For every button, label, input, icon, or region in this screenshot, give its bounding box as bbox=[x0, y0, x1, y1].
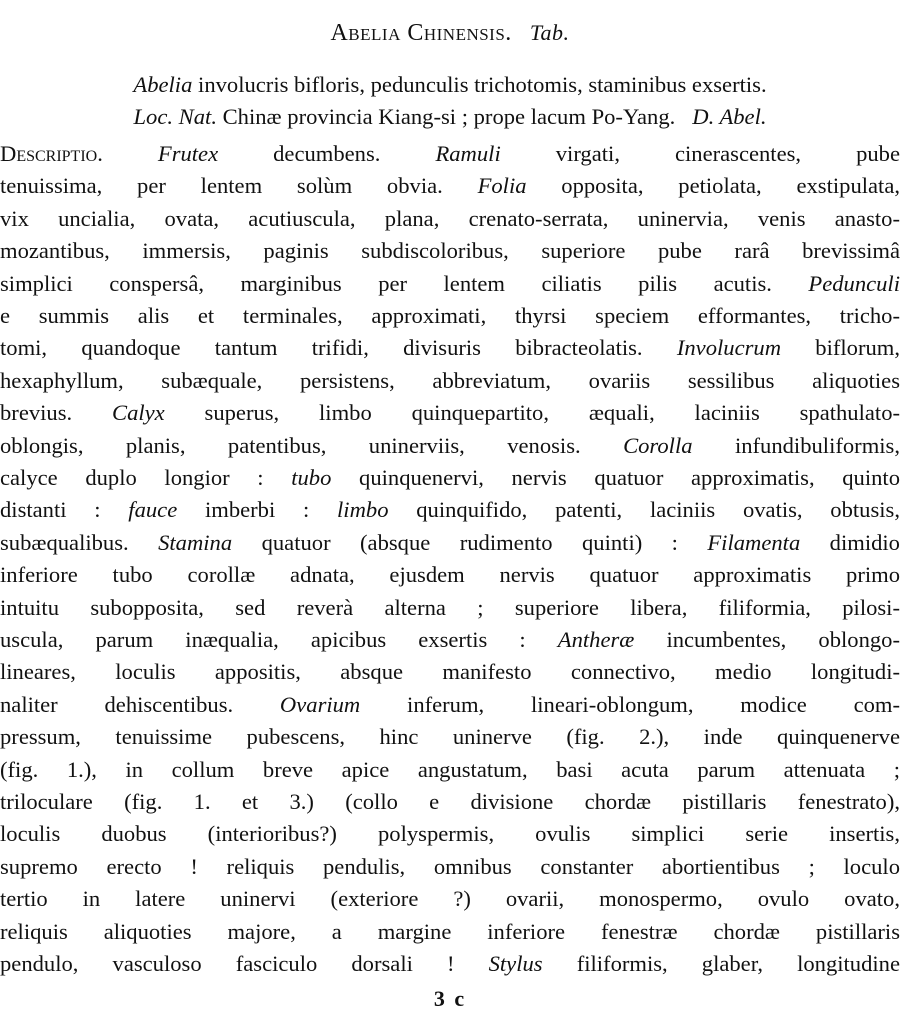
italic-term: Stylus bbox=[488, 951, 543, 976]
text-run: mozantibus, immersis, paginis subdiscoloribus, superiore pube rarâ brevissimâ bbox=[0, 238, 900, 264]
collector: D. Abel. bbox=[692, 104, 767, 129]
text-run: filiformis, glaber, longitudine bbox=[542, 951, 900, 976]
text-run: inferiore tubo corollæ adnata, ejusdem nervis quatuor approximatis primo bbox=[0, 562, 900, 588]
locality-line bbox=[0, 102, 900, 132]
page-title bbox=[0, 20, 900, 47]
text-run: quinquifido, patenti, laciniis ovatis, obtusis, bbox=[388, 497, 900, 523]
text-run: inferum, lineari-oblongum, modice com- bbox=[360, 691, 900, 717]
text-run: naliter dehiscentibus. bbox=[0, 691, 280, 717]
text-line bbox=[0, 528, 900, 558]
section-label: Descriptio. bbox=[0, 141, 103, 166]
text-run: supremo erecto ! reliquis pendulis, omnibus constanter abortientibus ; loculo bbox=[0, 853, 900, 879]
text-run: e summis alis et terminales, approximati, thyrsi speciem efformantes, tricho- bbox=[0, 303, 900, 328]
diagnosis-text: involucris bifloris, pedunculis trichotomis, staminibus exsertis. bbox=[192, 72, 767, 97]
text-run: intuitu subopposita, sed reverà alterna ; superiore libera, filiformia, pilosi- bbox=[0, 594, 900, 620]
text-run: dimidio bbox=[800, 529, 900, 555]
text-line bbox=[0, 852, 900, 882]
italic-term: Filamenta bbox=[707, 529, 801, 555]
genus-name: Abelia bbox=[133, 72, 193, 97]
text-run: pendulo, vasculoso fasciculo dorsali ! bbox=[0, 951, 489, 976]
text-run: uscula, parum inæqualia, apicibus exsertis : bbox=[0, 627, 558, 652]
text-run: vix uncialia, ovata, acutiuscula, plana, crenato-serrata, uninervia, venis anasto- bbox=[0, 205, 900, 231]
text-run: simplici conspersâ, marginibus per lentem ciliatis pilis acutis. bbox=[0, 270, 809, 296]
text-line bbox=[0, 398, 900, 428]
italic-term: Frutex bbox=[157, 141, 219, 166]
text-run: reliquis aliquoties majore, a margine inferiore fenestræ chordæ pistillaris bbox=[0, 918, 900, 944]
text-run: decumbens. bbox=[218, 141, 436, 166]
text-run bbox=[103, 141, 158, 166]
italic-term: limbo bbox=[337, 497, 389, 523]
text-line bbox=[0, 236, 900, 266]
text-run: imberbi : bbox=[177, 497, 338, 523]
italic-term: fauce bbox=[128, 497, 178, 523]
text-run: oblongis, planis, patentibus, uninerviis, venosis. bbox=[0, 432, 624, 458]
text-run: tertio in latere uninervi (exteriore ?) ovarii, monospermo, ovulo ovato, bbox=[0, 886, 900, 912]
text-line bbox=[0, 755, 900, 785]
locality-label: Loc. Nat. bbox=[133, 104, 217, 129]
text-run: calyce duplo longior : bbox=[0, 465, 292, 490]
italic-term: Corolla bbox=[623, 432, 693, 458]
italic-term: Ramuli bbox=[435, 141, 501, 166]
text-run: subæqualibus. bbox=[0, 529, 159, 555]
text-line bbox=[0, 463, 900, 493]
italic-term: Calyx bbox=[112, 400, 165, 426]
italic-term: Involucrum bbox=[676, 335, 782, 361]
text-line bbox=[0, 949, 900, 979]
title-tab: Tab. bbox=[529, 20, 570, 45]
text-run: biflorum, bbox=[781, 335, 900, 361]
text-run: distanti : bbox=[0, 497, 129, 523]
text-run: virgati, cinerascentes, pube bbox=[500, 141, 900, 166]
text-run: quatuor (absque rudimento quinti) : bbox=[232, 529, 708, 555]
signature-mark: 3 c bbox=[433, 986, 467, 1011]
text-run: lineares, loculis appositis, absque manifesto connectivo, medio longitudi- bbox=[0, 659, 900, 685]
text-run: tenuissima, per lentem solùm obvia. bbox=[0, 173, 478, 199]
italic-term: Ovarium bbox=[279, 691, 361, 717]
text-run: incumbentes, oblongo- bbox=[634, 627, 900, 652]
text-line bbox=[0, 625, 900, 655]
italic-term: Stamina bbox=[158, 529, 233, 555]
italic-term: Pedunculi bbox=[808, 270, 900, 296]
text-line bbox=[0, 366, 900, 396]
text-line bbox=[0, 787, 900, 817]
text-line bbox=[0, 333, 900, 363]
text-line bbox=[0, 884, 900, 914]
text-run: (fig. 1.), in collum breve apice angustatum, basi acuta parum attenuata ; bbox=[0, 756, 900, 782]
text-line bbox=[0, 431, 900, 461]
text-line bbox=[0, 269, 900, 299]
text-line bbox=[0, 819, 900, 849]
text-line bbox=[0, 495, 900, 525]
diagnosis-line bbox=[0, 70, 900, 100]
text-run: pressum, tenuissime pubescens, hinc uninerve (fig. 2.), inde quinquenerve bbox=[0, 724, 900, 750]
text-run: triloculare (fig. 1. et 3.) (collo e divisione chordæ pistillaris fenestrato), bbox=[0, 789, 900, 814]
text-line bbox=[0, 171, 900, 201]
text-line bbox=[0, 722, 900, 752]
text-run: infundibuliformis, bbox=[692, 432, 900, 458]
text-line bbox=[0, 690, 900, 720]
text-run: quinquenervi, nervis quatuor approximatis, quinto bbox=[331, 465, 900, 490]
text-line bbox=[0, 560, 900, 590]
text-run: hexaphyllum, subæquale, persistens, abbreviatum, ovariis sessilibus aliquoties bbox=[0, 367, 900, 393]
text-run: brevius. bbox=[0, 400, 112, 426]
text-line bbox=[0, 301, 900, 331]
italic-term: Antheræ bbox=[557, 627, 635, 652]
text-run: tomi, quandoque tantum trifidi, divisuris bibracteolatis. bbox=[0, 335, 677, 361]
title-species: Abelia Chinensis. bbox=[330, 20, 512, 46]
text-run: loculis duobus (interioribus?) polyspermis, ovulis simplici serie insertis, bbox=[0, 821, 900, 847]
text-run: opposita, petiolata, exstipulata, bbox=[526, 173, 900, 199]
italic-term: tubo bbox=[291, 465, 332, 490]
text-line bbox=[0, 139, 900, 169]
italic-term: Folia bbox=[477, 173, 527, 199]
text-line bbox=[0, 917, 900, 947]
locality-text: Chinæ provincia Kiang-si ; prope lacum Po-Yang. bbox=[216, 104, 676, 129]
text-line bbox=[0, 593, 900, 623]
text-run: superus, limbo quinquepartito, æquali, laciniis spathulato- bbox=[164, 400, 900, 426]
text-line bbox=[0, 204, 900, 234]
text-line bbox=[0, 657, 900, 687]
